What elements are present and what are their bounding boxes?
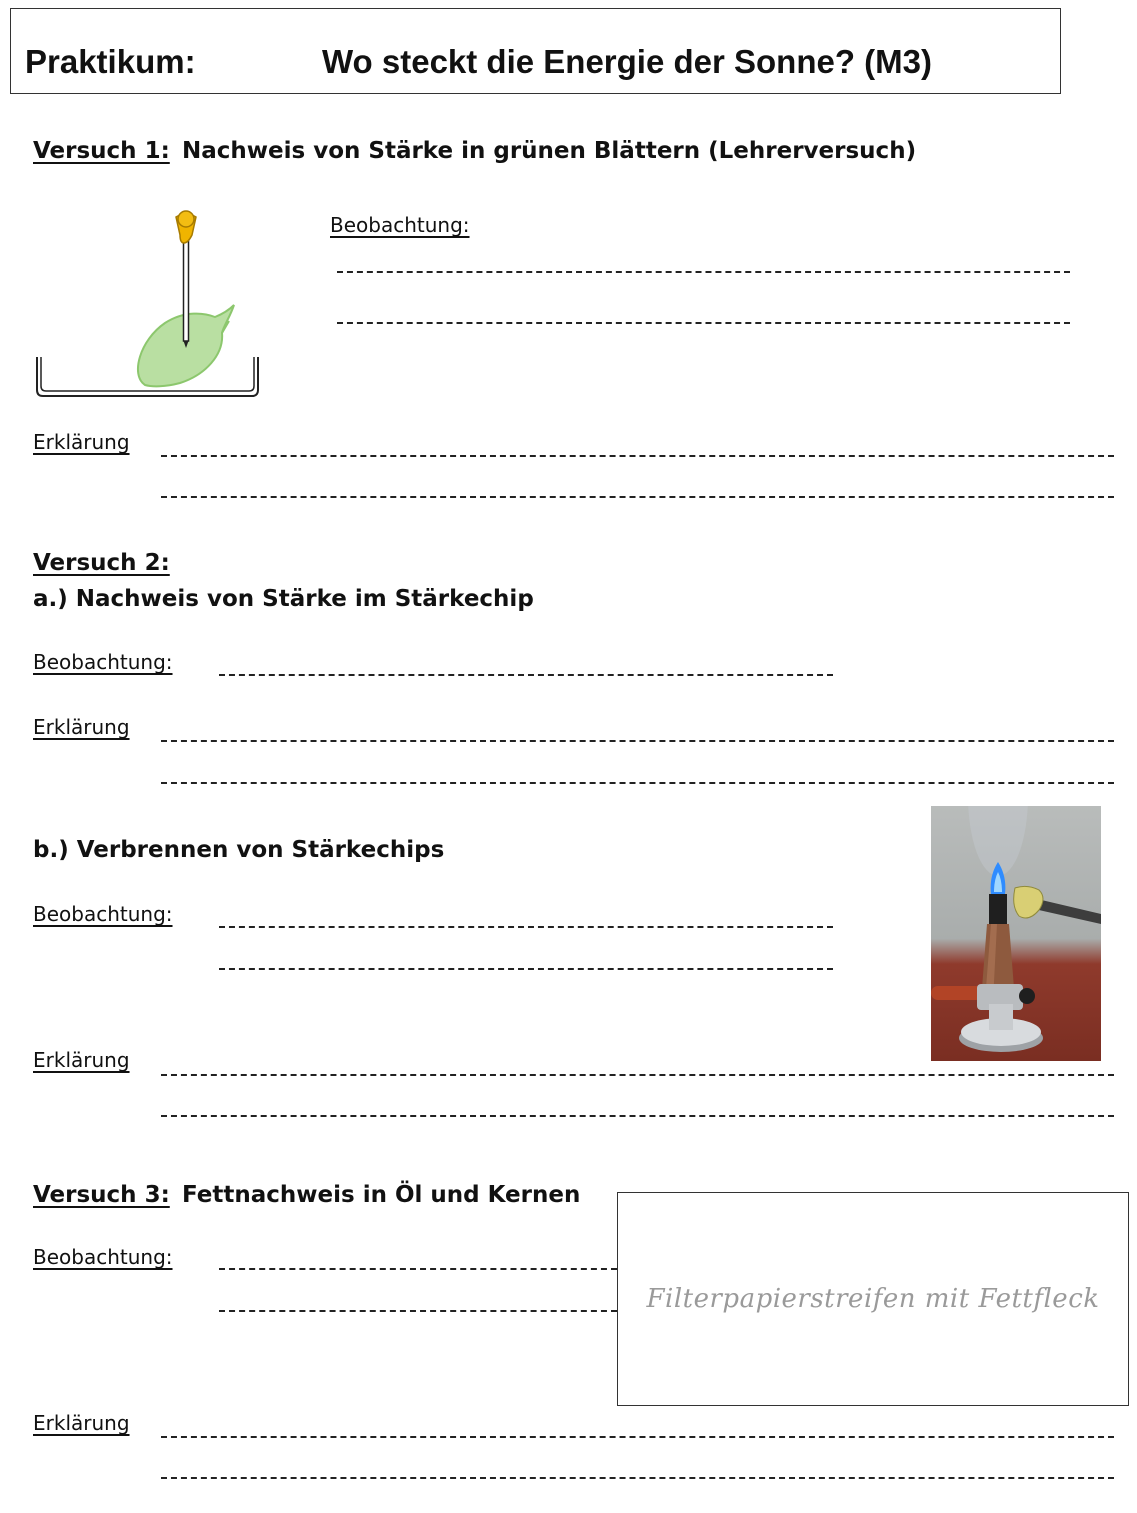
- answer-line[interactable]: [161, 1074, 1114, 1076]
- answer-line[interactable]: [219, 674, 833, 676]
- answer-line[interactable]: [219, 968, 833, 970]
- versuch3-title: Fettnachweis in Öl und Kernen: [182, 1182, 581, 1208]
- versuch1-number: Versuch 1:: [33, 138, 170, 164]
- versuch2b-beobachtung-label: Beobachtung:: [33, 902, 173, 926]
- leaf-dish-illustration: [30, 205, 270, 405]
- versuch2a-title: a.) Nachweis von Stärke im Stärkechip: [33, 586, 534, 612]
- versuch2-number: Versuch 2:: [33, 550, 170, 576]
- versuch2a-beobachtung-label: Beobachtung:: [33, 650, 173, 674]
- versuch1-beobachtung-label: Beobachtung:: [330, 213, 470, 237]
- versuch2a-erklaerung-label: Erklärung: [33, 715, 130, 739]
- answer-line[interactable]: [161, 740, 1114, 742]
- versuch3-beobachtung-label: Beobachtung:: [33, 1245, 173, 1269]
- filter-paper-caption: Filterpapierstreifen mit Fettfleck: [646, 1284, 1100, 1314]
- answer-line[interactable]: [161, 455, 1114, 457]
- versuch1-title: Nachweis von Stärke in grünen Blättern (Lehrerversuch): [182, 138, 917, 164]
- answer-line[interactable]: [219, 1268, 617, 1270]
- bunsen-burner-photo: [931, 806, 1101, 1061]
- versuch1-erklaerung-label: Erklärung: [33, 430, 130, 454]
- answer-line[interactable]: [161, 496, 1114, 498]
- answer-line[interactable]: [161, 1477, 1114, 1479]
- header-label: Praktikum:: [25, 43, 196, 80]
- answer-line[interactable]: [337, 322, 1070, 324]
- answer-line[interactable]: [161, 1115, 1114, 1117]
- versuch3-erklaerung-label: Erklärung: [33, 1411, 130, 1435]
- page-title: Wo steckt die Energie der Sonne? (M3): [322, 43, 933, 80]
- filter-paper-box: [617, 1192, 1129, 1406]
- versuch2b-title: b.) Verbrennen von Stärkechips: [33, 837, 445, 863]
- answer-line[interactable]: [161, 782, 1114, 784]
- needle-icon: [184, 241, 189, 341]
- answer-line[interactable]: [337, 271, 1070, 273]
- answer-line[interactable]: [219, 926, 833, 928]
- answer-line[interactable]: [219, 1310, 617, 1312]
- answer-line[interactable]: [161, 1436, 1114, 1438]
- versuch3-number: Versuch 3:: [33, 1182, 170, 1208]
- versuch2b-erklaerung-label: Erklärung: [33, 1048, 130, 1072]
